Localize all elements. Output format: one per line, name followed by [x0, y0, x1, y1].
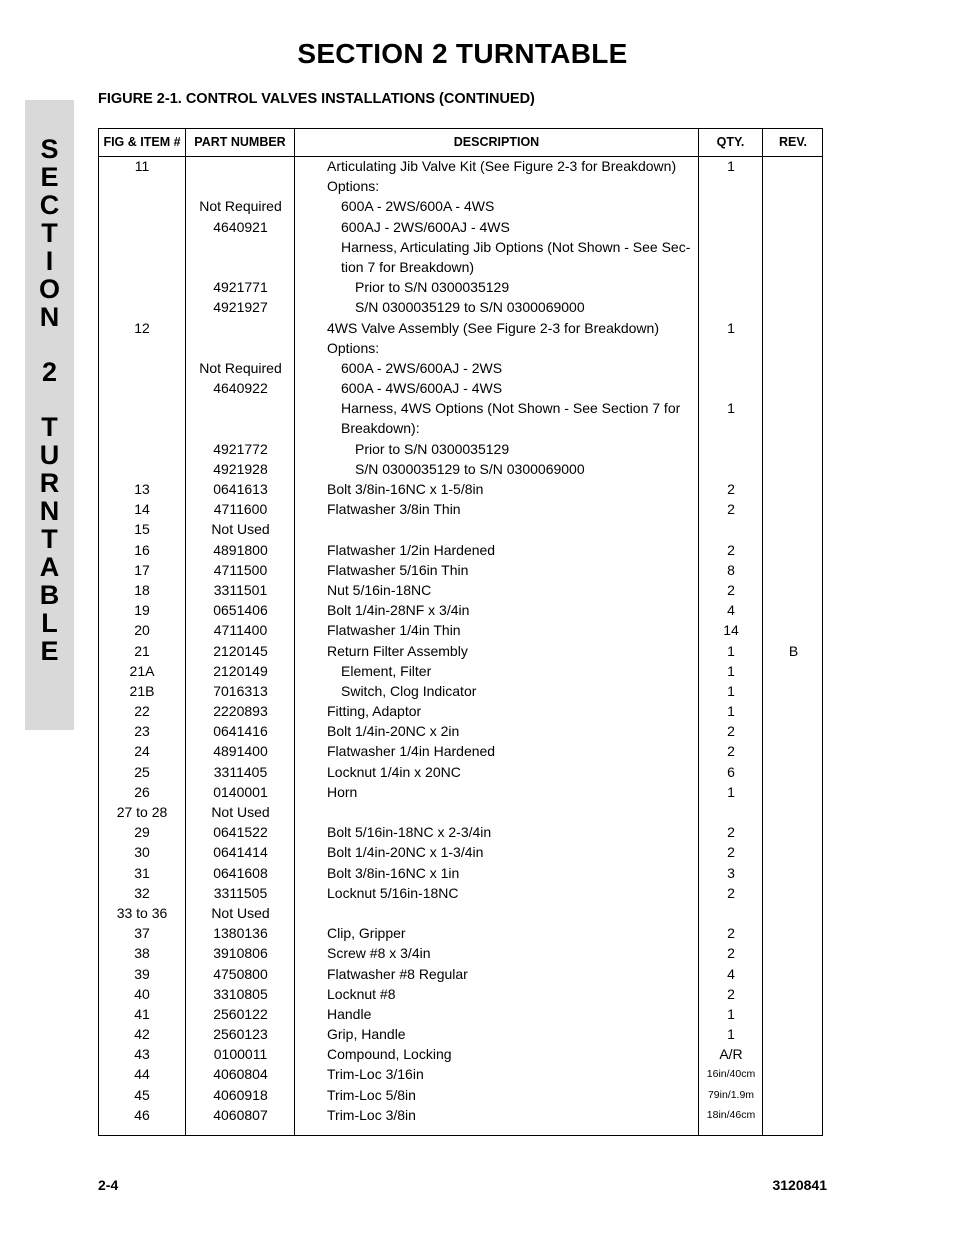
side-tab-letter: S — [40, 134, 59, 164]
part-number-cell: 7016313 — [213, 682, 268, 699]
side-tab-letter — [25, 331, 74, 358]
qty-cell: 2 — [727, 743, 735, 760]
table-row — [99, 562, 822, 582]
fig-item-cell: 13 — [134, 481, 150, 497]
description-cell: Flatwasher 5/16in Thin — [327, 561, 469, 578]
part-number-cell: 0641613 — [213, 481, 268, 497]
description-cell: Trim-Loc 3/8in — [327, 1106, 416, 1123]
side-tab-letter: A — [39, 552, 60, 582]
table-row — [99, 340, 822, 360]
parts-table — [98, 128, 823, 1136]
description-cell: Locknut 1/4in x 20NC — [327, 763, 461, 780]
qty-cell: 1 — [727, 400, 735, 417]
table-row — [99, 461, 822, 481]
header-part-number: PART NUMBER — [194, 135, 286, 149]
side-tab-letter: C — [39, 190, 60, 220]
description-cell: Breakdown): — [341, 420, 420, 437]
fig-item-cell: 25 — [134, 763, 150, 780]
qty-cell: 1 — [727, 682, 735, 699]
fig-item-cell: 31 — [134, 864, 150, 881]
part-number-cell: 4711500 — [213, 561, 268, 578]
fig-item-cell: 23 — [134, 723, 150, 740]
figure-title: FIGURE 2-1. CONTROL VALVES INSTALLATIONS (CONTINUED) — [98, 91, 535, 107]
fig-item-cell: 42 — [134, 1026, 150, 1043]
qty-cell: 2 — [727, 945, 735, 962]
table-row — [99, 743, 822, 763]
header-description: DESCRIPTION — [453, 135, 540, 149]
description-cell: Grip, Handle — [327, 1026, 406, 1043]
table-row — [99, 279, 822, 299]
part-number-cell: 0651406 — [213, 602, 268, 619]
table-row — [99, 703, 822, 723]
section-side-tab — [25, 100, 74, 730]
description-cell: Options: — [327, 339, 380, 356]
fig-item-cell: 12 — [134, 319, 150, 336]
table-row — [99, 481, 822, 501]
side-tab-letter: U — [39, 440, 60, 470]
description-cell: Compound, Locking — [327, 1046, 452, 1063]
side-tab-letter: E — [40, 636, 59, 666]
fig-item-cell: 37 — [134, 925, 150, 942]
page-number: 2-4 — [98, 1177, 119, 1193]
fig-item-cell: 22 — [134, 703, 150, 720]
description-cell — [327, 905, 695, 922]
description-cell: 600A - 2WS/600AJ - 2WS — [341, 359, 503, 376]
qty-cell: 1 — [727, 1026, 735, 1043]
fig-item-cell: 46 — [134, 1106, 150, 1123]
table-row — [99, 885, 822, 905]
qty-cell: 1 — [727, 703, 735, 720]
part-number-cell: 1380136 — [213, 925, 268, 942]
fig-item-cell: 21B — [129, 682, 155, 699]
table-row — [99, 582, 822, 602]
description-cell: Bolt 3/8in-16NC x 1in — [327, 864, 460, 881]
qty-cell: 2 — [727, 501, 735, 518]
part-number-cell: 2220893 — [213, 703, 268, 720]
fig-item-cell: 26 — [134, 783, 150, 800]
fig-item-cell: 27 to 28 — [116, 804, 168, 820]
description-cell: Horn — [327, 783, 358, 800]
qty-cell: 16in/40cm — [706, 1068, 756, 1081]
part-number-cell: 3310805 — [213, 985, 268, 1002]
fig-item-cell: 32 — [134, 884, 150, 901]
table-row — [99, 1026, 822, 1046]
description-cell: Bolt 3/8in-16NC x 1-5/8in — [327, 481, 484, 497]
qty-cell: 1 — [727, 662, 735, 679]
qty-cell: 1 — [727, 158, 735, 174]
description-cell: 600A - 2WS/600A - 4WS — [341, 198, 495, 215]
part-number-cell: 3311501 — [213, 581, 268, 598]
side-tab-letter: T — [41, 412, 58, 442]
table-row — [99, 360, 822, 380]
table-row — [99, 178, 822, 198]
part-number-cell: Not Required — [199, 359, 282, 376]
table-row — [99, 905, 822, 925]
part-number-cell: 2120149 — [213, 662, 268, 679]
description-cell: Bolt 1/4in-20NC x 2in — [327, 723, 460, 740]
fig-item-cell: 44 — [134, 1066, 150, 1083]
description-cell: 4WS Valve Assembly (See Figure 2-3 for Breakdown) — [327, 319, 659, 336]
fig-item-cell: 18 — [134, 581, 150, 598]
side-tab-letter: R — [39, 468, 60, 498]
description-cell: 600A - 4WS/600AJ - 4WS — [341, 380, 503, 397]
part-number-cell: Not Required — [199, 198, 282, 215]
table-row — [99, 219, 822, 239]
qty-cell: A/R — [719, 1046, 743, 1063]
description-cell: Locknut #8 — [327, 985, 396, 1002]
qty-cell: 2 — [727, 925, 735, 942]
table-row — [99, 198, 822, 218]
side-tab-letter — [25, 386, 74, 413]
fig-item-cell: 40 — [134, 985, 150, 1002]
description-cell: Bolt 5/16in-18NC x 2-3/4in — [327, 824, 492, 841]
qty-cell: 79in/1.9m — [707, 1088, 755, 1101]
part-number-cell: Not Used — [211, 521, 270, 538]
header-fig-item: FIG & ITEM # — [103, 135, 181, 149]
fig-item-cell: 38 — [134, 945, 150, 962]
table-row — [99, 966, 822, 986]
fig-item-cell: 39 — [134, 965, 150, 982]
fig-item-cell: 21A — [129, 662, 155, 679]
fig-item-cell: 41 — [134, 1005, 150, 1022]
part-number-cell: 3311505 — [213, 884, 268, 901]
description-cell: Flatwasher #8 Regular — [327, 965, 468, 982]
description-cell: Articulating Jib Valve Kit (See Figure 2-3 for Breakdown) — [327, 158, 677, 174]
part-number-cell: 4060918 — [213, 1086, 268, 1103]
header-qty: QTY. — [716, 135, 745, 149]
qty-cell: 14 — [723, 622, 739, 639]
part-number-cell: 0641522 — [213, 824, 268, 841]
qty-cell: 1 — [727, 642, 735, 659]
fig-item-cell: 16 — [134, 541, 150, 558]
side-tab-letter: B — [39, 580, 60, 610]
description-cell: S/N 0300035129 to S/N 0300069000 — [355, 299, 585, 316]
table-row — [99, 764, 822, 784]
fig-item-cell: 45 — [134, 1086, 150, 1103]
table-row — [99, 1107, 822, 1127]
description-cell: Harness, Articulating Jib Options (Not Shown - See Sec- — [341, 238, 691, 255]
description-cell: Prior to S/N 0300035129 — [355, 440, 510, 457]
description-cell: Trim-Loc 5/8in — [327, 1086, 416, 1103]
table-row — [99, 380, 822, 400]
qty-cell: 3 — [727, 864, 735, 881]
fig-item-cell: 11 — [134, 158, 150, 174]
table-row — [99, 1066, 822, 1086]
header-rev: REV. — [778, 135, 808, 149]
description-cell: tion 7 for Breakdown) — [341, 258, 475, 275]
qty-cell: 2 — [727, 541, 735, 558]
description-cell: Prior to S/N 0300035129 — [355, 279, 510, 296]
part-number-cell: 4711600 — [213, 501, 268, 518]
table-row — [99, 158, 822, 178]
fig-item-cell: 19 — [134, 602, 150, 619]
section-title: SECTION 2 TURNTABLE — [297, 38, 628, 69]
table-row — [99, 259, 822, 279]
table-row — [99, 1006, 822, 1026]
part-number-cell: 4891400 — [213, 743, 268, 760]
qty-cell: 6 — [727, 763, 735, 780]
part-number-cell: 4640921 — [213, 218, 268, 235]
side-tab-letter: N — [39, 496, 60, 526]
table-row — [99, 441, 822, 461]
qty-cell: 2 — [727, 884, 735, 901]
table-row — [99, 1087, 822, 1107]
qty-cell: 2 — [727, 985, 735, 1002]
part-number-cell: 0641608 — [213, 864, 268, 881]
table-body — [99, 158, 822, 1127]
side-tab-letter: L — [41, 608, 58, 638]
table-row — [99, 824, 822, 844]
part-number-cell: 4921771 — [213, 279, 268, 296]
part-number-cell: 4640922 — [213, 380, 268, 397]
part-number-cell: 4060804 — [213, 1066, 268, 1083]
description-cell: Handle — [327, 1005, 372, 1022]
table-row — [99, 320, 822, 340]
table-row — [99, 400, 822, 420]
qty-cell: 2 — [727, 844, 735, 861]
table-row — [99, 542, 822, 562]
description-cell: Bolt 1/4in-28NF x 3/4in — [327, 602, 470, 619]
table-row — [99, 420, 822, 440]
qty-cell: 18in/46cm — [706, 1108, 756, 1121]
table-row — [99, 643, 822, 663]
qty-cell: 1 — [727, 783, 735, 800]
description-cell: S/N 0300035129 to S/N 0300069000 — [355, 460, 585, 477]
table-row — [99, 1046, 822, 1066]
table-row — [99, 501, 822, 521]
fig-item-cell: 24 — [134, 743, 150, 760]
table-row — [99, 299, 822, 319]
part-number-cell: 4060807 — [213, 1106, 268, 1123]
description-cell: Nut 5/16in-18NC — [327, 581, 432, 598]
part-number-cell: 4921772 — [213, 440, 268, 457]
part-number-cell: 0641416 — [213, 723, 268, 740]
description-cell: Harness, 4WS Options (Not Shown - See Section 7 for — [341, 400, 681, 417]
table-row — [99, 804, 822, 824]
description-cell: Screw #8 x 3/4in — [327, 945, 431, 962]
description-cell: Locknut 5/16in-18NC — [327, 884, 459, 901]
part-number-cell: 4891800 — [213, 541, 268, 558]
part-number-cell: 4921927 — [213, 299, 268, 316]
table-row — [99, 865, 822, 885]
description-cell: Bolt 1/4in-20NC x 1-3/4in — [327, 844, 484, 861]
table-row — [99, 844, 822, 864]
table-row — [99, 986, 822, 1006]
fig-item-cell: 33 to 36 — [116, 904, 168, 921]
part-number-cell: 3910806 — [213, 945, 268, 962]
description-cell: Flatwasher 1/4in Thin — [327, 622, 461, 639]
part-number-cell: 3311405 — [213, 763, 268, 780]
side-tab-letter: E — [40, 162, 59, 192]
qty-cell: 2 — [727, 481, 735, 497]
description-cell: Flatwasher 1/4in Hardened — [327, 743, 496, 760]
qty-cell: 4 — [727, 602, 735, 619]
qty-cell: 1 — [727, 1005, 735, 1022]
table-row — [99, 602, 822, 622]
description-cell: Clip, Gripper — [327, 925, 406, 942]
fig-item-cell: 14 — [134, 501, 150, 518]
part-number-cell: 0140001 — [213, 783, 268, 800]
table-row — [99, 663, 822, 683]
table-row — [99, 239, 822, 259]
side-tab-letter: T — [41, 524, 58, 554]
header-divider — [99, 156, 822, 157]
qty-cell: 2 — [727, 723, 735, 740]
description-cell: Switch, Clog Indicator — [341, 682, 477, 699]
side-tab-letter: O — [38, 274, 60, 304]
fig-item-cell: 43 — [134, 1046, 150, 1063]
table-row — [99, 622, 822, 642]
fig-item-cell: 30 — [134, 844, 150, 861]
side-tab-letters — [25, 135, 74, 665]
qty-cell: 8 — [727, 561, 735, 578]
fig-item-cell: 20 — [134, 622, 150, 639]
table-row — [99, 683, 822, 703]
table-row — [99, 521, 822, 541]
qty-cell: 2 — [727, 824, 735, 841]
side-tab-letter: N — [39, 302, 60, 332]
fig-item-cell: 15 — [134, 521, 150, 538]
table-row — [99, 925, 822, 945]
part-number-cell: 0100011 — [213, 1046, 268, 1063]
part-number-cell: 2120145 — [213, 642, 268, 659]
side-tab-letter: I — [45, 246, 54, 276]
description-cell: 600AJ - 2WS/600AJ - 4WS — [341, 218, 510, 235]
description-cell — [327, 521, 695, 538]
description-cell: Element, Filter — [341, 662, 432, 679]
part-number-cell: Not Used — [211, 804, 270, 820]
part-number-cell: 2560123 — [213, 1026, 268, 1043]
part-number-cell: 2560122 — [213, 1005, 268, 1022]
description-cell: Options: — [327, 178, 380, 195]
fig-item-cell: 29 — [134, 824, 150, 841]
part-number-cell: 4750800 — [213, 965, 268, 982]
part-number-cell: 4921928 — [213, 460, 268, 477]
table-row — [99, 784, 822, 804]
side-tab-letter: 2 — [41, 357, 58, 387]
part-number-cell: Not Used — [211, 904, 270, 921]
description-cell — [327, 804, 695, 821]
description-cell: Flatwasher 3/8in Thin — [327, 501, 461, 518]
qty-cell: 2 — [727, 581, 735, 598]
document-number: 3120841 — [772, 1177, 827, 1193]
side-tab-letter: T — [41, 218, 58, 248]
description-cell: Return Filter Assembly — [327, 642, 468, 659]
qty-cell: 4 — [727, 965, 735, 982]
part-number-cell: 4711400 — [213, 622, 268, 639]
fig-item-cell: 17 — [134, 561, 150, 578]
table-row — [99, 945, 822, 965]
rev-cell: B — [788, 642, 799, 659]
description-cell: Fitting, Adaptor — [327, 703, 422, 720]
description-cell: Trim-Loc 3/16in — [327, 1066, 424, 1083]
table-row — [99, 723, 822, 743]
part-number-cell: 0641414 — [213, 844, 268, 861]
fig-item-cell: 21 — [134, 642, 150, 659]
qty-cell: 1 — [727, 319, 735, 336]
description-cell: Flatwasher 1/2in Hardened — [327, 541, 496, 558]
